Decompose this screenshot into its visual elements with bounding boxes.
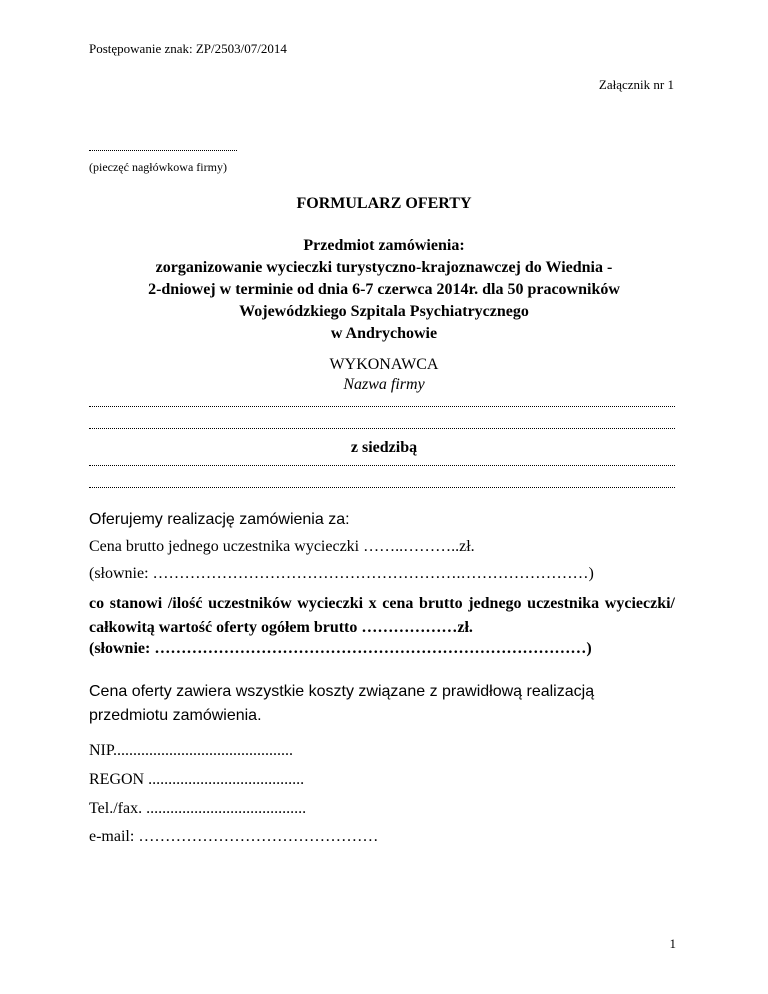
total-value-paragraph: co stanowi /ilość uczestników wycieczki x cena brutto jednego uczestnika wycieczki/ całkowitą wartość oferty ogółem brutto ………………zł. — [89, 595, 675, 636]
subject-line-3: Wojewódzkiego Szpitala Psychiatrycznego — [239, 303, 529, 320]
subject-line-1: zorganizowanie wycieczki turystyczno-krajoznawczej do Wiednia - — [155, 259, 613, 276]
seat-line-2[interactable] — [89, 487, 675, 488]
company-name-line-1[interactable] — [89, 406, 675, 407]
stamp-caption: (pieczęć nagłówkowa firmy) — [89, 160, 227, 174]
seat-label: z siedzibą — [350, 439, 418, 456]
subject-line-4: w Andrychowie — [330, 325, 438, 342]
nip-field[interactable]: NIP............................................. — [89, 742, 294, 759]
contractor-heading: WYKONAWCA — [329, 356, 439, 373]
total-in-words: (słownie: ………………………………………………………………………) — [89, 640, 592, 657]
subject-heading: Przedmiot zamówienia: — [303, 237, 465, 254]
price-per-participant: Cena brutto jednego uczestnika wycieczki ……..………..zł. — [89, 538, 475, 555]
stamp-dots — [89, 150, 237, 151]
company-name-label: Nazwa firmy — [343, 376, 425, 393]
page-title: FORMULARZ OFERTY — [296, 195, 472, 212]
reference-number: Postępowanie znak: ZP/2503/07/2014 — [89, 41, 287, 56]
offer-intro: Oferujemy realizację zamówienia za: — [89, 511, 350, 528]
regon-field[interactable]: REGON ....................................... — [89, 771, 305, 788]
price-in-words: (słownie: ………………………………………………….……………………) — [89, 565, 594, 582]
attachment-label: Załącznik nr 1 — [598, 77, 674, 92]
company-name-line-2[interactable] — [89, 428, 675, 429]
price-includes-line-1: Cena oferty zawiera wszystkie koszty związane z prawidłową realizacją — [89, 683, 595, 700]
price-includes-line-2: przedmiotu zamówienia. — [89, 707, 262, 724]
page-number: 1 — [669, 936, 676, 951]
price-includes-note — [89, 680, 594, 728]
email-field[interactable]: e-mail: ……………………………………… — [89, 828, 379, 845]
subject-block — [0, 235, 768, 345]
tel-fax-field[interactable]: Tel./fax. ........................................ — [89, 800, 307, 817]
subject-line-2: 2-dniowej w terminie od dnia 6-7 czerwca 2014r. dla 50 pracowników — [148, 281, 620, 298]
seat-line-1[interactable] — [89, 465, 675, 466]
